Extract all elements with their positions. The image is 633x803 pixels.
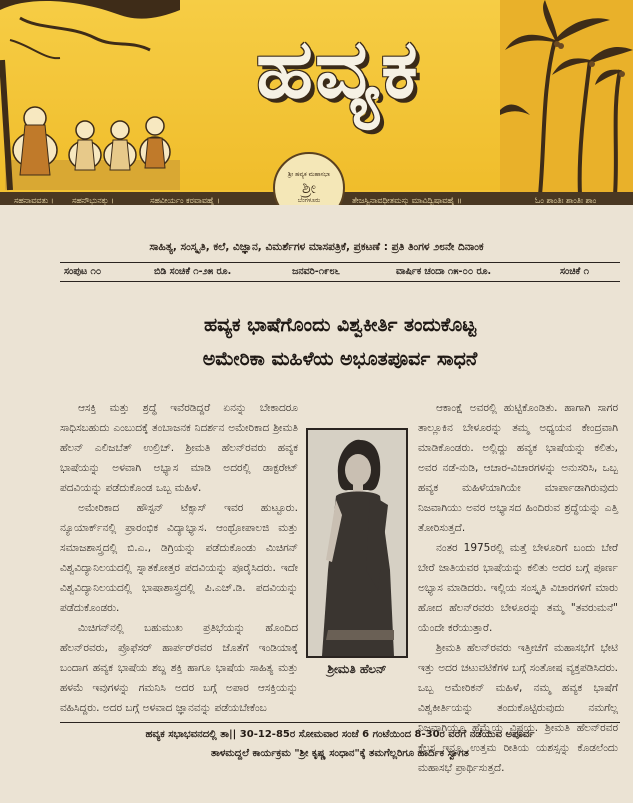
article-paragraph: ಶ್ರೀಮತಿ ಹೆಲನ್‌ರವರು ಇತ್ತೀಚೆಗೆ ಮಹಾಸಭೆಗೆ ಭೇಟಿ ಇತ್ತು ಅದರ ಚಟುವಟಿಕೆಗಳ ಬಗ್ಗೆ ಸಂತೋಷ ವ್ಯಕ್ತಪಡಿಸಿದರು. ಒಬ್ಬ ಅಮೇರಿಕನ್ ಮಹಿಳೆ, ನಮ್ಮ ಹವ್ಯಕ ಭಾಷೆಗೆ ವಿಶ್ವಕೀರ್ತಿಯನ್ನು ತಂದುಕೊಟ್ಟಿರುವುದು ನಮಗೆಲ್ಲ ನಿಜವಾಗಿಯೂ ಹೆಮ್ಮೆಯ ವಿಷಯ. ಶ್ರೀಮತಿ ಹೆಲನ್‌ರವರ ಕೆಲಸ ಇನ್ನೂ ಉತ್ತಮ ರೀತಿಯ ಯಶಸ್ಸನ್ನು ಕೊಡಲೆಂದು ಮಹಾಸಭೆ ಪ್ರಾರ್ಥಿಸುತ್ತದೆ. <box>418 642 618 774</box>
annual-subscription: ವಾರ್ಷಿಕ ಚಂದಾ ೧೫-೦೦ ರೂ. <box>396 266 492 277</box>
volume-label: ಸಂಪುಟ ೧೦ <box>64 266 102 277</box>
slogan-3: ಸಹವೀರ್ಯಂ ಕರವಾವಹೈ । <box>150 196 220 205</box>
sages-illustration <box>0 0 180 195</box>
footer-announcement-line-2: ತಾಳಮದ್ದಲೆ ಕಾರ್ಯಕ್ರಮ "ಶ್ರೀ ಕೃಷ್ಣ ಸಂಧಾನ"ಕ್ಕೆ ತಮಗೆಲ್ಲರಿಗೂ ಹಾರ್ದಿಕ ಸ್ವಾಗತ <box>211 748 469 759</box>
headline-line-1: ಹವ್ಯಕ ಭಾಷೆಗೊಂದು ವಿಶ್ವಕೀರ್ತಿ ತಂದುಕೊಟ್ಟ <box>204 314 476 336</box>
slogan-2: ಸಹನೌಭುನಕ್ತು । <box>72 196 115 205</box>
footer-announcement-line-1: ಹವ್ಯಕ ಸಭಾಭವನದಲ್ಲಿ ತಾ|| 30-12-85ರ ಸೋಮವಾರ ಸಂಜೆ 6 ಗಂಟೆಯಿಂದ 8-30ರ ವರೆಗೆ ನಡೆಯುವ ಅಪೂರ್ವ <box>145 729 535 740</box>
helen-portrait <box>306 428 408 658</box>
article-paragraph: ಆಕಾಂಕ್ಷೆ ಅವರಲ್ಲಿ ಹುಟ್ಟಿಕೊಂಡಿತು. ಹಾಗಾಗಿ ಸಾಗರ ತಾಲ್ಲೂಕಿನ ಬೇಳೂರನ್ನು ತಮ್ಮ ಅಧ್ಯಯನ ಕೇಂದ್ರವಾಗಿ ಮಾಡಿಕೊಂಡರು. ಅಲ್ಲಿದ್ದು ಹವ್ಯಕ ಭಾಷೆಯನ್ನು ಕಲಿತು, ಅವರ ನಡೆ-ನುಡಿ, ಆಚಾರ-ವಿಚಾರಗಳನ್ನು ಅನುಸರಿಸಿ, ಒಬ್ಬ ಹವ್ಯಕ ಮಹಿಳೆಯಾಗಿಯೇ ಮಾರ್ಪಾಡಾಗಿರುವುದು ನಿಜವಾಗಿಯು ಅವರ ಅಭ್ಯಾಸದ ಹಿಂದಿರುವ ಶ್ರದ್ಧೆಯನ್ನು ಎತ್ತಿ ತೋರಿಸುತ್ತದೆ. <box>418 402 618 534</box>
palm-trees-illustration <box>500 0 633 195</box>
emblem-bottom-text: ಬೆಂಗಳೂರು <box>297 197 321 204</box>
slogan-4: ತೇಜಸ್ವಿನಾವಧೀತಮಸ್ತು ಮಾವಿದ್ವಿಷಾವಹೈ ॥ <box>352 196 462 205</box>
article-paragraph: ಮಿಚಿಗನ್‌ನಲ್ಲಿ ಬಹುಮುಖ ಪ್ರತಿಭೆಯನ್ನು ಹೊಂದಿದ ಹೆಲನ್‌ರವರು, ಪ್ರೊಫೆಸರ್ ಹಾರ್ಪರ್‌ರವರ ಜೊತೆಗೆ ಇಂಡಿಯಾಕ್ಕೆ ಬಂದಾಗ ಹವ್ಯಕ ಭಾಷೆಯ ಶಬ್ದ ಶಕ್ತಿ ಹಾಗೂ ಭಾಷೆಯ ಸಾಹಿತ್ಯ ಮತ್ತು ಹಳಮೆ ಇವುಗಳನ್ನು ಗಮನಿಸಿ ಅದರ ಬಗ್ಗೆ ಅಪಾರ ಆಸಕ್ತಿಯನ್ನು ವಹಿಸಿದ್ದರು. ಅದರ ಬಗ್ಗೆ ಅಳವಾದ ಜ್ಞಾನವನ್ನು ಪಡೆಯಬೇಕೆಂಬ <box>60 622 298 714</box>
single-issue-price: ಬಿಡಿ ಸಂಚಿಕೆ ೧-೨೫ ರೂ. <box>154 266 232 277</box>
footer-divider <box>60 722 620 723</box>
magazine-subtitle: ಸಾಹಿತ್ಯ, ಸಂಸ್ಕೃತಿ, ಕಲೆ, ವಿಜ್ಞಾನ, ವಿಮರ್ಶೆಗಳ ಮಾಸಪತ್ರಿಕೆ, ಪ್ರಕಟಣೆ : ಪ್ರತಿ ತಿಂಗಳ ೨೮ನೇ ದಿನಾಂಕ <box>149 241 484 253</box>
portrait-caption: ಶ್ರೀಮತಿ ಹೆಲನ್ <box>327 662 387 676</box>
issue-info-strip <box>60 262 620 282</box>
article-right-column <box>418 398 618 778</box>
article-left-column <box>60 398 298 718</box>
slogan-5: ಓಂ ಶಾಂತಿಃ ಶಾಂತಿಃ ಶಾಂ <box>535 196 597 205</box>
headline-line-2: ಅಮೇರಿಕಾ ಮಹಿಳೆಯ ಅಭೂತಪೂರ್ವ ಸಾಧನೆ <box>202 348 478 370</box>
slogan-1: ಸಹನಾವವತು । <box>14 196 54 205</box>
portrait-figure <box>308 430 406 656</box>
article-paragraph: ಆಸಕ್ತಿ ಮತ್ತು ಶ್ರದ್ಧೆ ಇವೆರಡಿದ್ದರೆ ಏನನ್ನು ಬೇಕಾದರೂ ಸಾಧಿಸಬಹುದು ಎಂಬುದಕ್ಕೆ ತಂಬಾಜನಕ ನಿದರ್ಶನ ಅಮೇರಿಕಾದ ಶ್ರೀಮತಿ ಹೆಲನ್ ಎಲಿಜಬೆತ್ ಉಲ್ರಿಚ್. ಶ್ರೀಮತಿ ಹೆಲನ್‌ರವರು ಹವ್ಯಕ ಭಾಷೆಯನ್ನು ಅಳವಾಗಿ ಅಭ್ಯಾಸ ಮಾಡಿ ಅದರಲ್ಲಿ ಡಾಕ್ಟರೇಟ್ ಪದವಿಯನ್ನು ಪಡೆದುಕೊಂಡ ಒಬ್ಬ ಮಹಿಳೆ. <box>60 402 298 494</box>
emblem-glyph: ಶ್ರೀ <box>301 178 317 197</box>
masthead-title: ಹವ್ಯಕ <box>256 22 420 117</box>
issue-number: ಸಂಚಿಕೆ ೧ <box>560 266 589 277</box>
masthead <box>0 0 633 205</box>
issue-date: ಜನವರಿ-೧೯೮೬ <box>292 266 341 277</box>
article-paragraph: ಅಮೇರಿಕಾದ ಹೌಸ್ಟನ್ ಟೆಕ್ಸಾಸ್ ಇವರ ಹುಟ್ಟೂರು. ನ್ಯೂಯಾರ್ಕ್‌ನಲ್ಲಿ ಪ್ರಾರಂಭಿಕ ವಿದ್ಯಾಭ್ಯಾಸ. ಆಂಥ್ರೋಪಾಲಜಿ ಮತ್ತು ಸಮಾಜಶಾಸ್ತ್ರದಲ್ಲಿ ಬಿ.ಎ., ಡಿಗ್ರಿಯನ್ನು ಪಡೆದುಕೊಂಡು ಮಿಚಿಗನ್ ವಿಶ್ವವಿದ್ಯಾನಿಲಯದಲ್ಲಿ ಸ್ನಾತಕೋತ್ತರ ಪದವಿಯನ್ನು ಪೂರೈಸಿದರು. ಇದೇ ವಿಶ್ವವಿದ್ಯಾನಿಲಯದಲ್ಲಿ ಭಾಷಾಶಾಸ್ತ್ರದಲ್ಲಿ ಪಿ.ಎಚ್.ಡಿ. ಪದವಿಯನ್ನು ಪಡೆದುಕೊಂಡರು. <box>60 502 298 614</box>
article-paragraph: ನಂತರ 1975ರಲ್ಲಿ ಮತ್ತೆ ಬೇಳೂರಿಗೆ ಬಂದು ಬೇರೆ ಬೇರೆ ಜಾತಿಯವರ ಭಾಷೆಯನ್ನು ಕಲಿತು ಅದರ ಬಗ್ಗೆ ಪೂರ್ಣ ಅಭ್ಯಾಸ ಮಾಡಿದರು. ಇಲ್ಲಿಯ ಸಂಸ್ಕೃತಿ ವಿಚಾರಗಳಿಗೆ ಮಾರು ಹೋದ ಹೆಲನ್‌ರವರು ಬೇಳೂರನ್ನು ತಮ್ಮ "ತವರುಮನೆ" ಯೆಂದೇ ಕರೆಯುತ್ತಾರೆ. <box>418 542 618 634</box>
emblem-top-text: ಶ್ರೀ ಹವ್ಯಕ ಮಹಾಸಭಾ <box>287 171 331 178</box>
